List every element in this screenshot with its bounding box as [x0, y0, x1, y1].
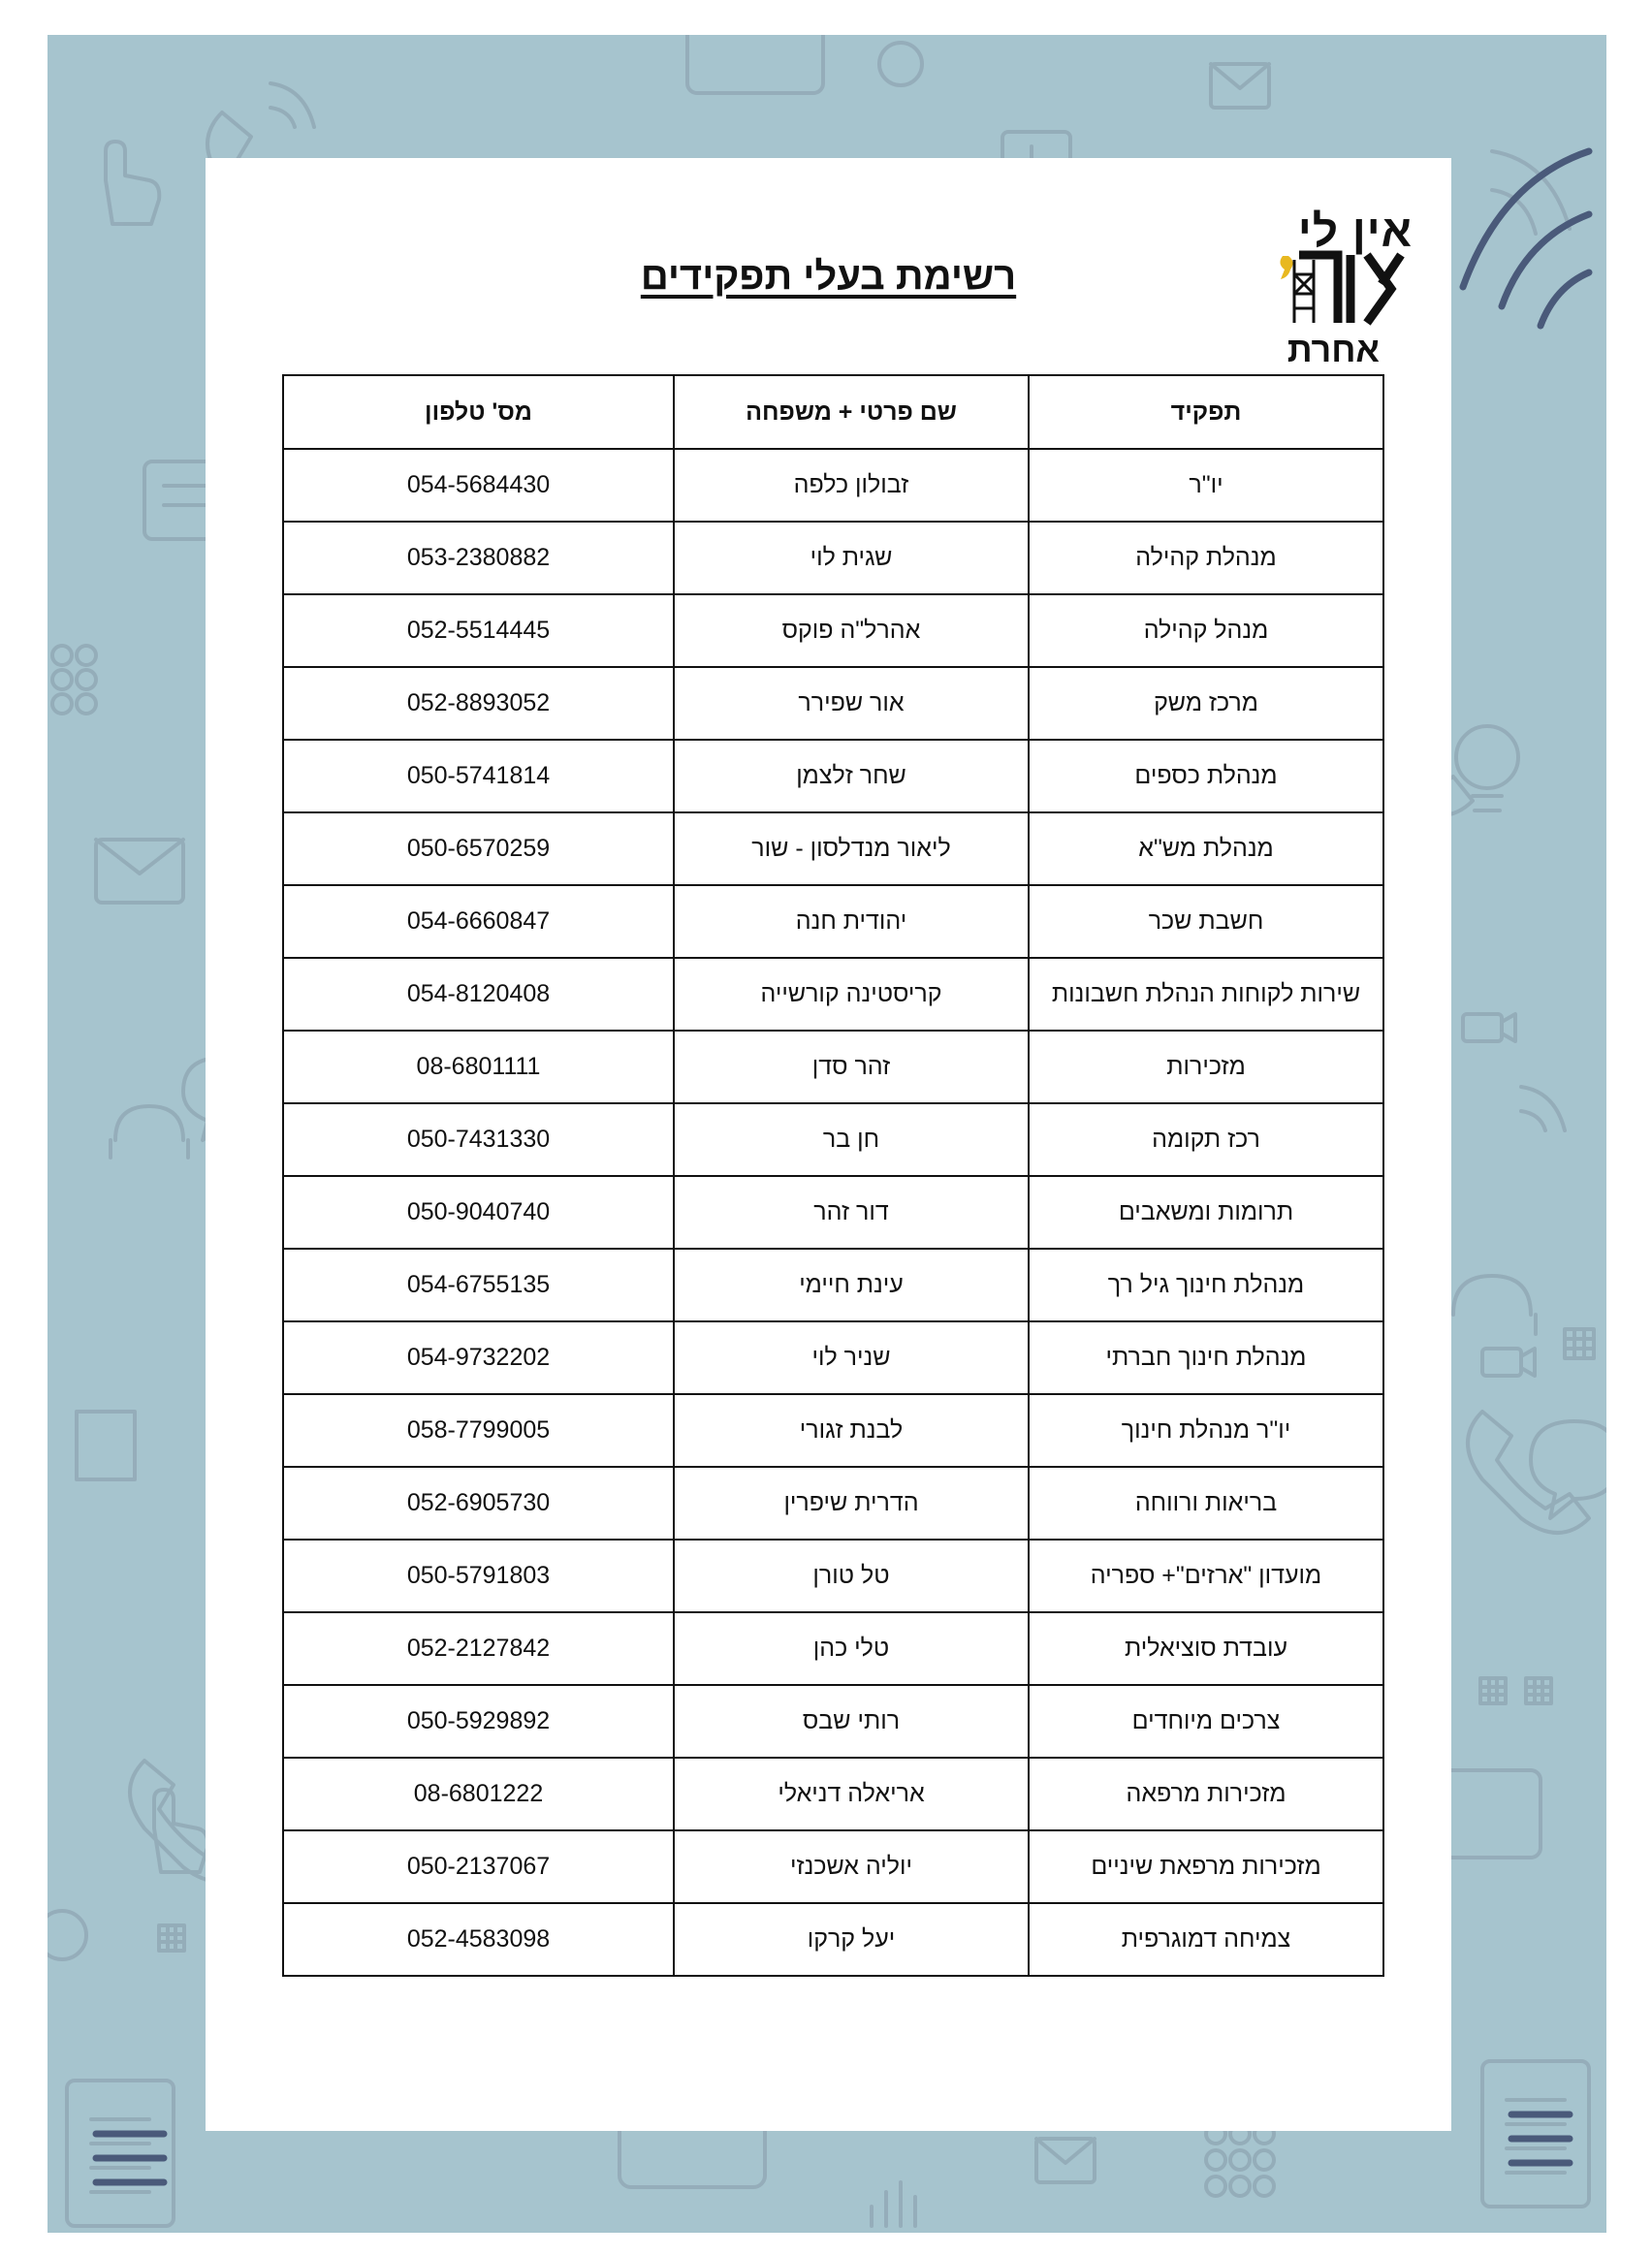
- table-row: [283, 1685, 1383, 1758]
- phone-cell: 050-5791803: [283, 1540, 674, 1612]
- header-phone: מס' טלפון: [283, 375, 674, 449]
- table-row: [283, 1540, 1383, 1612]
- name-cell: שניר לוי: [674, 1321, 1029, 1394]
- header-name: שם פרטי + משפחה: [674, 375, 1029, 449]
- role-cell: מרכז משק: [1029, 667, 1383, 740]
- table-row: [283, 667, 1383, 740]
- role-cell: מזכירות מרפאה: [1029, 1758, 1383, 1830]
- role-cell: עובדת סוציאלית: [1029, 1612, 1383, 1685]
- name-cell: זהר סדן: [674, 1031, 1029, 1103]
- phone-cell: 050-9040740: [283, 1176, 674, 1249]
- name-cell: חן בר: [674, 1103, 1029, 1176]
- phone-cell: 054-6755135: [283, 1249, 674, 1321]
- phone-cell: 08-6801111: [283, 1031, 674, 1103]
- name-cell: רותי שבס: [674, 1685, 1029, 1758]
- role-cell: רכז תקומה: [1029, 1103, 1383, 1176]
- role-cell: צרכים מיוחדים: [1029, 1685, 1383, 1758]
- name-cell: שגית לוי: [674, 522, 1029, 594]
- phone-cell: 054-5684430: [283, 449, 674, 522]
- table-row: [283, 1394, 1383, 1467]
- logo-line3: אחרת: [1287, 330, 1380, 369]
- role-cell: בריאות ורווחה: [1029, 1467, 1383, 1540]
- role-cell: מנהלת חינוך גיל רך: [1029, 1249, 1383, 1321]
- phone-cell: 052-5514445: [283, 594, 674, 667]
- table-row: [283, 1249, 1383, 1321]
- role-cell: מנהלת מש"א: [1029, 812, 1383, 885]
- phone-cell: 050-7431330: [283, 1103, 674, 1176]
- table-row: [283, 1103, 1383, 1176]
- name-cell: טל טורן: [674, 1540, 1029, 1612]
- role-cell: מזכירות: [1029, 1031, 1383, 1103]
- table-row: [283, 1612, 1383, 1685]
- document-page: [206, 158, 1451, 2131]
- phone-cell: 053-2380882: [283, 522, 674, 594]
- phone-cell: 052-8893052: [283, 667, 674, 740]
- name-cell: דור זהר: [674, 1176, 1029, 1249]
- role-cell: חשבת שכר: [1029, 885, 1383, 958]
- table-row: [283, 885, 1383, 958]
- table-row: [283, 1031, 1383, 1103]
- role-cell: מנהלת כספים: [1029, 740, 1383, 812]
- table-row: [283, 958, 1383, 1031]
- phone-cell: 054-8120408: [283, 958, 674, 1031]
- name-cell: עינת חיימי: [674, 1249, 1029, 1321]
- role-cell: יו"ר מנהלת חינוך: [1029, 1394, 1383, 1467]
- phone-cell: 050-5741814: [283, 740, 674, 812]
- name-cell: יעל קרקו: [674, 1903, 1029, 1976]
- page-title: רשימת בעלי תפקידים: [640, 255, 1017, 298]
- phone-cell: 052-4583098: [283, 1903, 674, 1976]
- table-row: [283, 449, 1383, 522]
- logo-line1: אין לי: [1297, 206, 1413, 256]
- name-cell: ליאור מנדלסון - שור: [674, 812, 1029, 885]
- role-cell: מנהל קהילה: [1029, 594, 1383, 667]
- table-row: [283, 740, 1383, 812]
- name-cell: יהודית חנה: [674, 885, 1029, 958]
- table-row: [283, 812, 1383, 885]
- phone-cell: 052-2127842: [283, 1612, 674, 1685]
- name-cell: קריסטינה קורשייה: [674, 958, 1029, 1031]
- table-row: [283, 1830, 1383, 1903]
- role-cell: צמיחה דמוגרפית: [1029, 1903, 1383, 1976]
- role-cell: יו"ר: [1029, 449, 1383, 522]
- name-cell: אריאלה דניאלי: [674, 1758, 1029, 1830]
- name-cell: זבולון כלפה: [674, 449, 1029, 522]
- phone-cell: 08-6801222: [283, 1758, 674, 1830]
- role-cell: תרומות ומשאבים: [1029, 1176, 1383, 1249]
- role-cell: מזכירות מרפאת שיניים: [1029, 1830, 1383, 1903]
- name-cell: לבנת זגורי: [674, 1394, 1029, 1467]
- header-role: תפקיד: [1029, 375, 1383, 449]
- name-cell: אהרל"ה פוקס: [674, 594, 1029, 667]
- table-row: [283, 1176, 1383, 1249]
- roles-table: [282, 374, 1384, 1977]
- phone-cell: 050-5929892: [283, 1685, 674, 1758]
- table-header-row: [283, 375, 1383, 449]
- table-row: [283, 1321, 1383, 1394]
- table-row: [283, 1758, 1383, 1830]
- phone-cell: 052-6905730: [283, 1467, 674, 1540]
- role-cell: מועדון "ארזים"+ ספריה: [1029, 1540, 1383, 1612]
- phone-cell: 054-6660847: [283, 885, 674, 958]
- name-cell: שחר זלצמן: [674, 740, 1029, 812]
- table-row: [283, 594, 1383, 667]
- phone-cell: 058-7799005: [283, 1394, 674, 1467]
- name-cell: אור שפירר: [674, 667, 1029, 740]
- phone-cell: 050-2137067: [283, 1830, 674, 1903]
- name-cell: יוליה אשכנזי: [674, 1830, 1029, 1903]
- name-cell: הדרית שיפרין: [674, 1467, 1029, 1540]
- table-row: [283, 522, 1383, 594]
- name-cell: טלי כהן: [674, 1612, 1029, 1685]
- role-cell: שירות לקוחות הנהלת חשבונות: [1029, 958, 1383, 1031]
- table-row: [283, 1903, 1383, 1976]
- role-cell: מנהלת קהילה: [1029, 522, 1383, 594]
- phone-cell: 054-9732202: [283, 1321, 674, 1394]
- phone-cell: 050-6570259: [283, 812, 674, 885]
- table-row: [283, 1467, 1383, 1540]
- role-cell: מנהלת חינוך חברתי: [1029, 1321, 1383, 1394]
